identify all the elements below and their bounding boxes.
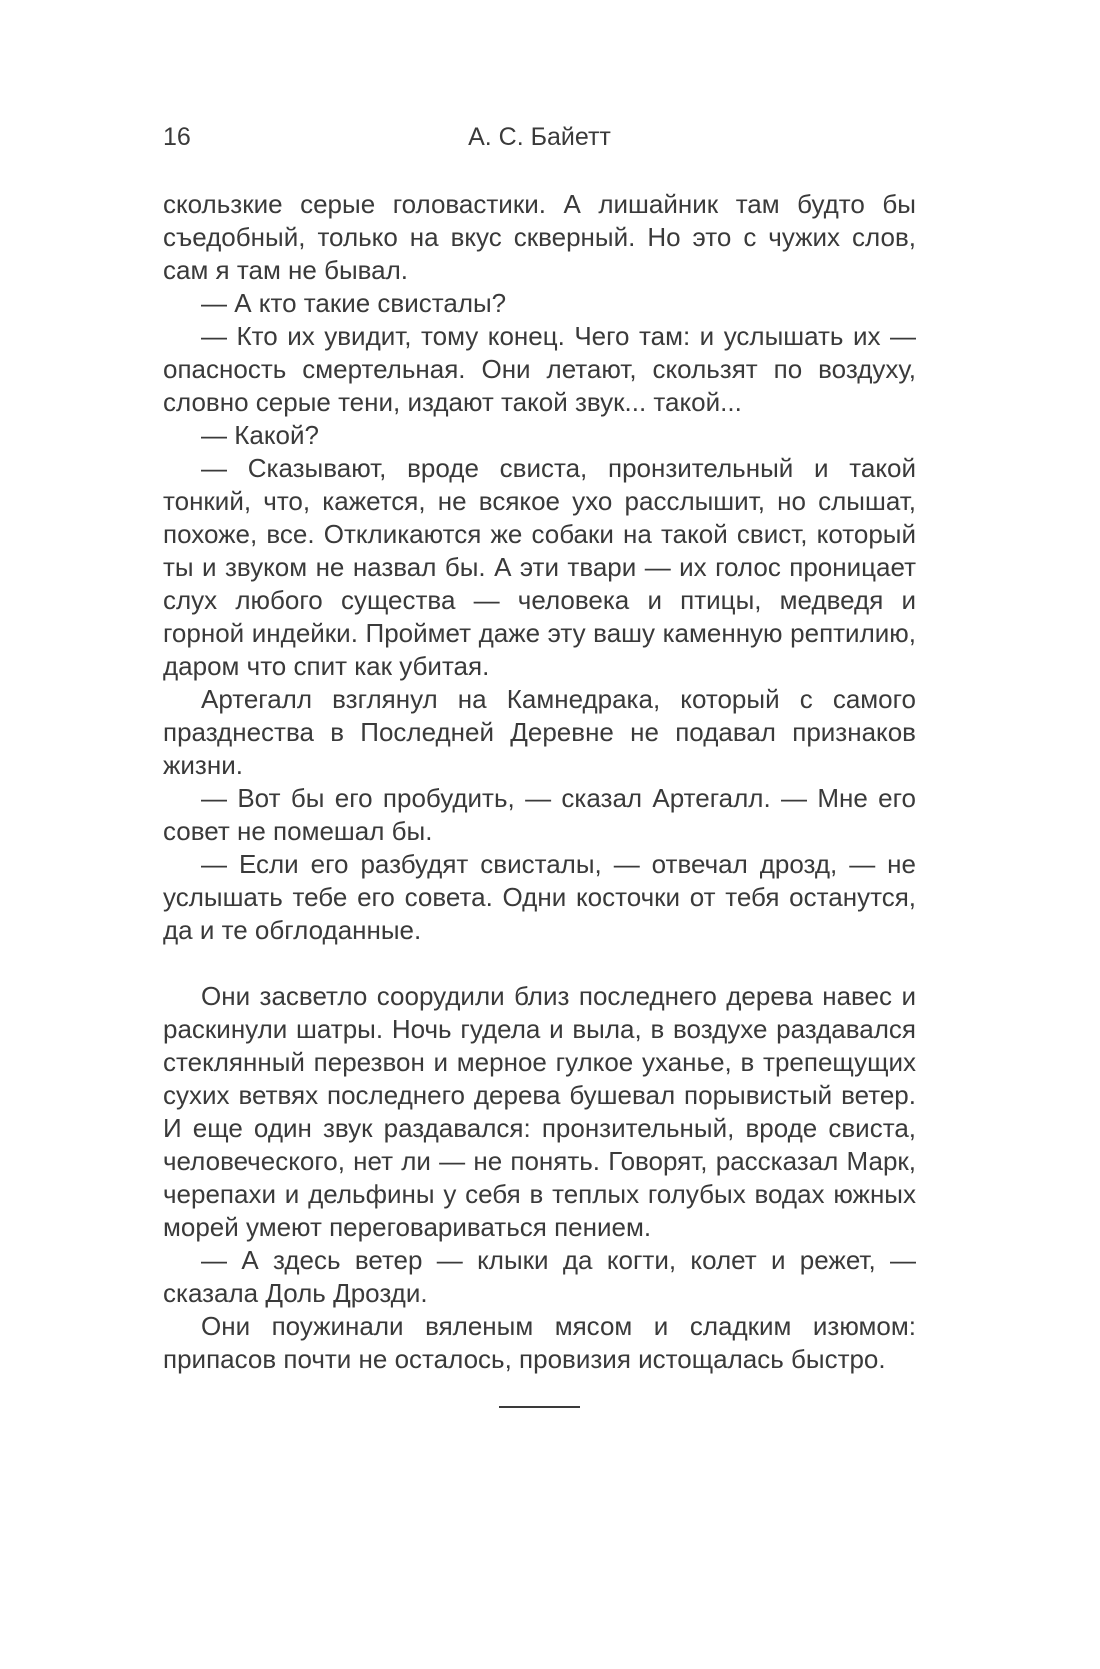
page-number: 16 xyxy=(163,123,191,151)
page-header xyxy=(163,124,916,152)
paragraph: — Вот бы его пробудить, — сказал Артегалл. — Мне его совет не помешал бы. xyxy=(163,783,916,846)
paragraph: скользкие серые головастики. А лишайник там будто бы съедобный, только на вкус скверный. Но это с чужих слов, сам я там не бывал. xyxy=(163,189,916,285)
paragraph: — Сказывают, вроде свиста, пронзительный и такой тонкий, что, кажется, не всякое ухо расслышит, но слышат, похоже, все. Откликаются же собаки на такой свист, который ты и звуком не назвал бы. А эти твари — их голос проницает слух любого существа — человека и птицы, медведя и горной индейки. Проймет даже эту вашу каменную рептилию, даром что спит как убитая. xyxy=(163,453,916,681)
paragraph: Они поужинали вяленым мясом и сладким изюмом: припасов почти не осталось, провизия истощалась быстро. xyxy=(163,1311,916,1374)
paragraph: — А здесь ветер — клыки да когти, колет и режет, — сказала Доль Дрозди. xyxy=(163,1245,916,1308)
paragraph: — Кто их увидит, тому конец. Чего там: и услышать их — опасность смертельная. Они летают, скользят по воздуху, словно серые тени, издают такой звук... такой... xyxy=(163,321,916,417)
section-divider xyxy=(499,1406,580,1408)
paragraph: — Какой? xyxy=(201,420,319,450)
paragraph: — А кто такие свисталы? xyxy=(201,288,507,318)
body-text xyxy=(163,188,916,1408)
running-title: А. С. Байетт xyxy=(468,123,611,151)
paragraph: Они засветло соорудили близ последнего дерева навес и раскинули шатры. Ночь гудела и выла, в воздухе раздавался стеклянный перезвон и мерное гулкое уханье, в трепещущих сухих ветвях последнего дерева бушевал порывистый ветер. И еще один звук раздавался: пронзительный, вроде свиста, человеческого, нет ли — не понять. Говорят, рассказал Марк, черепахи и дельфины у себя в теплых голубых водах южных морей умеют переговариваться пением. xyxy=(163,981,916,1242)
paragraph: Артегалл взглянул на Камнедрака, который с самого празднества в Последней Деревне не подавал признаков жизни. xyxy=(163,684,916,780)
paragraph: — Если его разбудят свисталы, — отвечал дрозд, — не услышать тебе его совета. Одни косточки от тебя останутся, да и те обглоданные. xyxy=(163,849,916,945)
